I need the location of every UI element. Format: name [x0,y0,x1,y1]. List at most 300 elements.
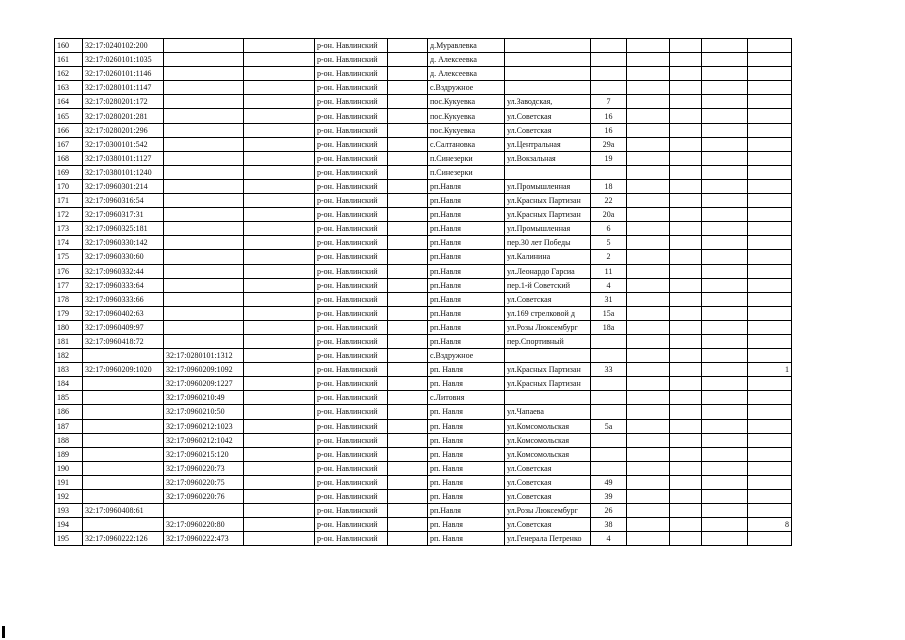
house-number [591,447,627,461]
blank-cell [670,39,702,53]
property-table [54,38,792,546]
blank-cell [670,292,702,306]
blank-cell [670,95,702,109]
count-cell [748,39,792,53]
blank-cell [627,264,670,278]
cadastral-number-1: 32:17:0960330:60 [83,250,164,264]
table-row [55,194,792,208]
district: р-он. Навлинский [315,222,388,236]
table-row [55,320,792,334]
street: ул.Генерала Петренко [505,532,591,546]
blank-cell [627,194,670,208]
cadastral-number-2 [164,123,244,137]
street: ул.Советская [505,123,591,137]
district: р-он. Навлинский [315,250,388,264]
blank-cell [244,377,315,391]
table-row [55,433,792,447]
blank-cell [388,123,428,137]
street: ул.Комсомольская [505,419,591,433]
count-cell [748,250,792,264]
blank-cell [244,165,315,179]
district: р-он. Навлинский [315,236,388,250]
blank-cell [702,236,748,250]
street: ул.Комсомольская [505,447,591,461]
district: р-он. Навлинский [315,504,388,518]
street: ул.Советская [505,475,591,489]
blank-cell [244,349,315,363]
blank-cell [244,490,315,504]
cadastral-number-2 [164,53,244,67]
row-number: 175 [55,250,83,264]
blank-cell [627,518,670,532]
count-cell [748,320,792,334]
district: р-он. Навлинский [315,179,388,193]
count-cell [748,461,792,475]
count-cell [748,532,792,546]
blank-cell [702,109,748,123]
settlement: пос.Кукуевка [428,123,505,137]
table-row [55,292,792,306]
house-number [591,391,627,405]
cadastral-number-2: 32:17:0960210:49 [164,391,244,405]
cadastral-number-1 [83,391,164,405]
count-cell [748,349,792,363]
cadastral-number-2 [164,222,244,236]
blank-cell [244,292,315,306]
table-row [55,504,792,518]
table-row [55,137,792,151]
blank-cell [670,179,702,193]
blank-cell [244,334,315,348]
cadastral-number-2: 32:17:0960210:50 [164,405,244,419]
row-number: 184 [55,377,83,391]
count-cell [748,208,792,222]
blank-cell [627,504,670,518]
blank-cell [670,208,702,222]
blank-cell [388,377,428,391]
blank-cell [670,137,702,151]
row-number: 192 [55,490,83,504]
blank-cell [702,194,748,208]
blank-cell [702,377,748,391]
count-cell [748,419,792,433]
blank-cell [388,53,428,67]
blank-cell [244,391,315,405]
count-cell [748,377,792,391]
settlement: пос.Кукуевка [428,95,505,109]
blank-cell [244,363,315,377]
blank-cell [670,278,702,292]
blank-cell [670,123,702,137]
cadastral-number-1: 32:17:0280201:296 [83,123,164,137]
table-row [55,179,792,193]
blank-cell [702,179,748,193]
cadastral-number-2: 32:17:0960215:120 [164,447,244,461]
count-cell [748,504,792,518]
settlement: рп.Навля [428,179,505,193]
cadastral-number-1: 32:17:0960408:61 [83,504,164,518]
blank-cell [702,123,748,137]
cadastral-number-1: 32:17:0260101:1035 [83,53,164,67]
blank-cell [627,151,670,165]
cadastral-number-2: 32:17:0960222:473 [164,532,244,546]
table-row [55,95,792,109]
table-row [55,518,792,532]
blank-cell [670,475,702,489]
row-number: 165 [55,109,83,123]
blank-cell [388,278,428,292]
blank-cell [244,447,315,461]
blank-cell [702,151,748,165]
table-row [55,391,792,405]
settlement: п.Синезерки [428,165,505,179]
table-row [55,208,792,222]
street: ул.Центральная [505,137,591,151]
settlement: рп.Навля [428,208,505,222]
count-cell [748,264,792,278]
cadastral-number-1 [83,349,164,363]
blank-cell [244,320,315,334]
street: ул.Красных Партизан [505,208,591,222]
street: ул.Промышленная [505,179,591,193]
street: ул.Заводская, [505,95,591,109]
cadastral-number-2 [164,194,244,208]
house-number [591,334,627,348]
table-row [55,363,792,377]
row-number: 178 [55,292,83,306]
street: ул.169 стрелковой д [505,306,591,320]
house-number [591,461,627,475]
blank-cell [244,405,315,419]
blank-cell [702,222,748,236]
cadastral-number-2 [164,109,244,123]
row-number: 195 [55,532,83,546]
street [505,67,591,81]
table-row [55,475,792,489]
settlement: рп.Навля [428,250,505,264]
table-row [55,250,792,264]
cadastral-number-1: 32:17:0960316:54 [83,194,164,208]
district: р-он. Навлинский [315,95,388,109]
settlement: с.Литовня [428,391,505,405]
blank-cell [670,532,702,546]
street: ул.Комсомольская [505,433,591,447]
cadastral-number-1 [83,377,164,391]
cadastral-number-2: 32:17:0960209:1227 [164,377,244,391]
blank-cell [388,95,428,109]
settlement: рп. Навля [428,377,505,391]
district: р-он. Навлинский [315,53,388,67]
blank-cell [244,236,315,250]
blank-cell [388,349,428,363]
cadastral-number-1: 32:17:0960332:44 [83,264,164,278]
settlement: д.Муравлевка [428,39,505,53]
street: пер.Спортивный [505,334,591,348]
table-row [55,405,792,419]
table-row [55,334,792,348]
cadastral-number-1: 32:17:0260101:1146 [83,67,164,81]
row-number: 167 [55,137,83,151]
street: ул.Красных Партизан [505,363,591,377]
blank-cell [627,95,670,109]
cadastral-number-1 [83,433,164,447]
settlement: пос.Кукуевка [428,109,505,123]
table-row [55,236,792,250]
cadastral-number-1: 32:17:0380101:1240 [83,165,164,179]
row-number: 173 [55,222,83,236]
cadastral-number-2 [164,504,244,518]
district: р-он. Навлинский [315,67,388,81]
blank-cell [627,236,670,250]
settlement: рп. Навля [428,518,505,532]
house-number: 11 [591,264,627,278]
district: р-он. Навлинский [315,475,388,489]
row-number: 187 [55,419,83,433]
street: ул.Калинина [505,250,591,264]
district: р-он. Навлинский [315,165,388,179]
blank-cell [702,518,748,532]
blank-cell [702,363,748,377]
blank-cell [627,53,670,67]
settlement: рп.Навля [428,194,505,208]
blank-cell [244,67,315,81]
blank-cell [627,475,670,489]
street: ул.Розы Люксембург [505,504,591,518]
blank-cell [388,433,428,447]
blank-cell [388,165,428,179]
cadastral-number-1: 32:17:0280201:172 [83,95,164,109]
blank-cell [388,194,428,208]
cadastral-number-2 [164,264,244,278]
row-number: 164 [55,95,83,109]
house-number [591,405,627,419]
blank-cell [244,109,315,123]
row-number: 163 [55,81,83,95]
house-number: 4 [591,278,627,292]
cadastral-number-1: 32:17:0960402:63 [83,306,164,320]
blank-cell [702,405,748,419]
house-number [591,349,627,363]
row-number: 177 [55,278,83,292]
table-row [55,222,792,236]
cadastral-number-1 [83,475,164,489]
house-number: 4 [591,532,627,546]
blank-cell [670,363,702,377]
blank-cell [670,109,702,123]
district: р-он. Навлинский [315,81,388,95]
blank-cell [388,179,428,193]
blank-cell [627,461,670,475]
blank-cell [627,39,670,53]
count-cell [748,433,792,447]
cadastral-number-2 [164,236,244,250]
blank-cell [670,377,702,391]
settlement: рп.Навля [428,504,505,518]
settlement: рп.Навля [428,264,505,278]
cadastral-number-2 [164,306,244,320]
house-number: 22 [591,194,627,208]
street: ул.Промышленная [505,222,591,236]
blank-cell [388,363,428,377]
blank-cell [702,165,748,179]
blank-cell [388,81,428,95]
blank-cell [388,405,428,419]
blank-cell [670,504,702,518]
street: ул.Советская [505,292,591,306]
blank-cell [670,165,702,179]
house-number: 16 [591,123,627,137]
street [505,165,591,179]
blank-cell [627,292,670,306]
table-row [55,151,792,165]
blank-cell [670,81,702,95]
district: р-он. Навлинский [315,208,388,222]
blank-cell [702,419,748,433]
blank-cell [702,504,748,518]
street: ул.Вокзальная [505,151,591,165]
blank-cell [702,490,748,504]
blank-cell [244,179,315,193]
blank-cell [670,151,702,165]
street: ул.Красных Партизан [505,194,591,208]
cadastral-number-1 [83,461,164,475]
cadastral-number-2: 32:17:0960209:1092 [164,363,244,377]
blank-cell [627,278,670,292]
blank-cell [627,490,670,504]
district: р-он. Навлинский [315,320,388,334]
settlement: с.Салтановка [428,137,505,151]
district: р-он. Навлинский [315,405,388,419]
row-number: 168 [55,151,83,165]
table-row [55,419,792,433]
table-row [55,165,792,179]
blank-cell [244,208,315,222]
table-row [55,490,792,504]
district: р-он. Навлинский [315,349,388,363]
row-number: 194 [55,518,83,532]
street: ул.Советская [505,109,591,123]
settlement: д. Алексеевка [428,53,505,67]
street [505,81,591,95]
count-cell [748,292,792,306]
cadastral-number-2 [164,320,244,334]
cadastral-number-1: 32:17:0960418:72 [83,334,164,348]
row-number: 161 [55,53,83,67]
row-number: 169 [55,165,83,179]
blank-cell [627,377,670,391]
settlement: рп. Навля [428,419,505,433]
cadastral-number-1: 32:17:0280101:1147 [83,81,164,95]
blank-cell [670,306,702,320]
row-number: 176 [55,264,83,278]
blank-cell [244,53,315,67]
settlement: рп.Навля [428,222,505,236]
house-number [591,39,627,53]
settlement: с.Вздружное [428,81,505,95]
cadastral-number-2 [164,179,244,193]
blank-cell [388,306,428,320]
cadastral-number-2: 32:17:0960220:75 [164,475,244,489]
settlement: п.Синезерки [428,151,505,165]
blank-cell [244,419,315,433]
count-cell [748,306,792,320]
district: р-он. Навлинский [315,419,388,433]
street [505,349,591,363]
district: р-он. Навлинский [315,447,388,461]
cadastral-number-1: 32:17:0300101:542 [83,137,164,151]
street: ул.Советская [505,518,591,532]
count-cell [748,53,792,67]
cadastral-number-2 [164,208,244,222]
house-number: 7 [591,95,627,109]
blank-cell [388,475,428,489]
street [505,53,591,67]
blank-cell [627,179,670,193]
blank-cell [388,461,428,475]
table-row [55,123,792,137]
house-number [591,165,627,179]
blank-cell [244,475,315,489]
blank-cell [627,349,670,363]
district: р-он. Навлинский [315,377,388,391]
cadastral-number-2 [164,165,244,179]
table-row [55,109,792,123]
settlement: рп. Навля [428,447,505,461]
blank-cell [627,363,670,377]
blank-cell [670,349,702,363]
cadastral-number-2 [164,137,244,151]
count-cell: 8 [748,518,792,532]
blank-cell [702,67,748,81]
blank-cell [670,222,702,236]
settlement: рп. Навля [428,405,505,419]
blank-cell [244,250,315,264]
blank-cell [244,532,315,546]
district: р-он. Навлинский [315,194,388,208]
blank-cell [627,334,670,348]
cadastral-number-1: 32:17:0960317:31 [83,208,164,222]
settlement: д. Алексеевка [428,67,505,81]
district: р-он. Навлинский [315,264,388,278]
cadastral-number-1: 32:17:0960330:142 [83,236,164,250]
blank-cell [388,504,428,518]
row-number: 191 [55,475,83,489]
blank-cell [627,447,670,461]
count-cell [748,109,792,123]
row-number: 174 [55,236,83,250]
house-number: 19 [591,151,627,165]
house-number: 5а [591,419,627,433]
house-number: 18а [591,320,627,334]
row-number: 172 [55,208,83,222]
count-cell [748,165,792,179]
house-number: 20а [591,208,627,222]
street: ул.Леонардо Гарсиа [505,264,591,278]
district: р-он. Навлинский [315,391,388,405]
settlement: рп. Навля [428,532,505,546]
blank-cell [388,151,428,165]
table-row [55,67,792,81]
blank-cell [670,334,702,348]
settlement: рп.Навля [428,292,505,306]
blank-cell [627,165,670,179]
blank-cell [670,419,702,433]
street: ул.Чапаева [505,405,591,419]
blank-cell [244,81,315,95]
count-cell [748,490,792,504]
cadastral-number-2: 32:17:0960220:73 [164,461,244,475]
house-number [591,67,627,81]
